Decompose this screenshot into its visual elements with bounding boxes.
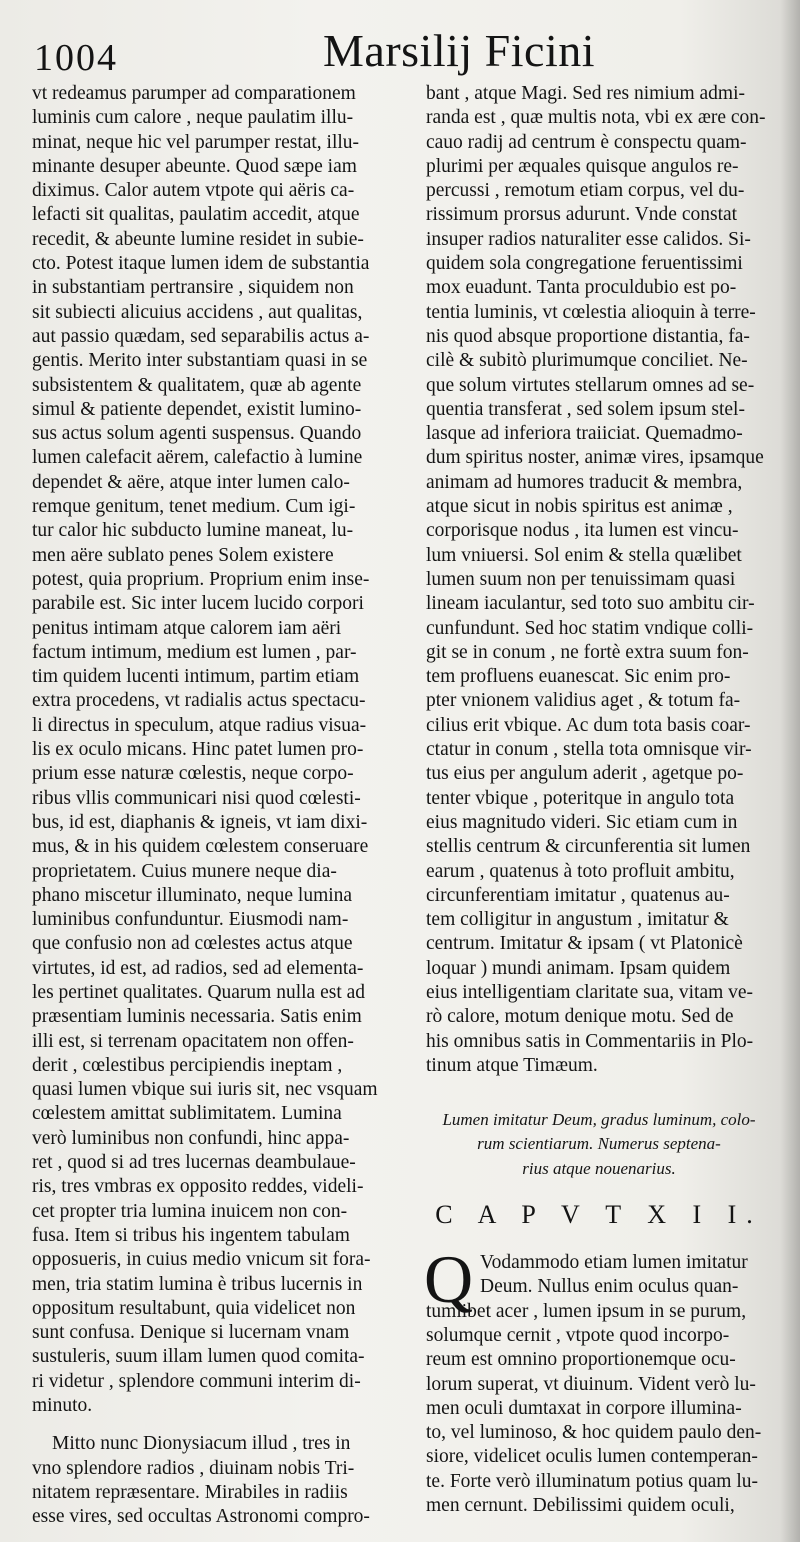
text-line: lumen calefacit aërem, calefactio à lumine [32, 447, 363, 469]
text-line: atque sicut in nobis spiritus est animæ , [426, 496, 733, 518]
text-line: sunt confusa. Denique si lucernam vnam [32, 1322, 350, 1344]
text-line: centrum. Imitatur & ipsam ( vt Platonicè [426, 933, 743, 955]
text-line: opposueris, in cuius medio vnicum sit fora- [32, 1249, 371, 1271]
text-line: his omnibus satis in Commentariis in Plo- [426, 1030, 754, 1052]
left-column [32, 82, 404, 1530]
text-line: mox euadunt. Tanta proculdubio est po- [426, 277, 737, 299]
text-line: corporisque nodus , ita lumen est vincu- [426, 520, 739, 542]
text-line: cet propter tria lumina inuicem non con- [32, 1200, 348, 1222]
text-line: luminis cum calore , neque paulatim illu- [32, 107, 354, 129]
text-line: rius atque nouenarius. [522, 1158, 676, 1178]
page-edge-shadow [780, 0, 800, 1542]
text-line: tim quidem lucenti intimum, partim etiam [32, 666, 360, 688]
text-line: les pertinet qualitates. Quarum nulla est ad [32, 981, 366, 1003]
text-line: te. Forte verò illuminatum potius quam lu- [426, 1470, 758, 1492]
text-line: tentia luminis, vt cœlestia alioquin à terre- [426, 301, 756, 323]
text-line: lineam iaculantur, sed toto suo ambitu cir- [426, 593, 755, 615]
text-line: illi est, si terrenam opacitatem non offen- [32, 1030, 354, 1052]
text-line: men cernunt. Debilissimi quidem oculi, [426, 1495, 735, 1517]
text-line: esse vires, sed occultas Astronomi compro- [32, 1506, 370, 1528]
text-line: percussi , remotum etiam corpus, vel du- [426, 180, 745, 202]
text-line: prium esse naturæ cœlestis, neque corpo- [32, 763, 354, 785]
text-line: minat, neque hic vel parumper restat, illu- [32, 131, 360, 153]
text-line: vt redeamus parumper ad comparationem [32, 83, 356, 104]
text-line: parabile est. Sic inter lucem lucido corpori [32, 593, 364, 615]
text-line: minante desuper abeunte. Quod sæpe iam [32, 155, 357, 177]
text-line: sus actus solum agenti suspensus. Quando [32, 423, 362, 445]
text-line: tenter vbique , poteritque in angulo tota [426, 787, 735, 809]
dropcap: Q [424, 1241, 474, 1318]
text-line: sustuleris, suum illam lumen quod comita- [32, 1346, 365, 1368]
text-line: quasi lumen vbique sui iuris sit, nec vsquam [32, 1079, 378, 1101]
right-column [426, 82, 772, 1518]
text-line: tinum atque Timæum. [426, 1054, 598, 1076]
text-line: stellis centrum & circunferentia sit lumen [426, 836, 751, 858]
page-number: 1004 [34, 37, 118, 79]
text-line: lumen suum non per tenuissimam quasi [426, 568, 736, 590]
text-line: nis quod absque proportione distantia, fa- [426, 325, 750, 347]
text-line: oppositum resultabunt, quia videlicet non [32, 1297, 356, 1319]
text-line: cilius erit vbique. Ac dum tota basis coar- [426, 714, 751, 736]
running-head: Marsilij Ficini [323, 25, 595, 76]
text-line: circunferentiam imitatur , quatenus au- [426, 884, 730, 906]
text-line: rissimum prorsus adurunt. Vnde constat [426, 204, 738, 226]
text-line: lorum superat, vt diuinum. Vident verò lu- [426, 1373, 756, 1395]
text-line: verò luminibus non confundi, hinc appa- [32, 1127, 350, 1149]
text-line: in substantiam pertransire , siquidem non [32, 277, 354, 299]
text-line: tem profluens euanescat. Sic enim pro- [426, 666, 731, 688]
text-line: insuper radios naturaliter esse calidos. Si- [426, 228, 751, 250]
text-line: plurimi per æquales quisque angulos re- [426, 155, 739, 177]
text-line: luminibus confunduntur. Eiusmodi nam- [32, 909, 349, 931]
text-line: men aëre sublato penes Solem existere [32, 544, 334, 566]
text-line: que solum virtutes stellarum omnes ad se- [426, 374, 755, 396]
text-line: cauo radij ad centrum è conspectu quam- [426, 131, 747, 153]
text-line: bus, id est, diaphanis & igneis, vt iam dixi- [32, 811, 368, 833]
text-line: ret , quod si ad tres lucernas deambulaue- [32, 1152, 356, 1174]
text-line: randa est , quæ multis nota, vbi ex ære con- [426, 107, 766, 129]
text-line: Lumen imitatur Deum, gradus luminum, colo- [442, 1110, 756, 1130]
text-line: lum vniuersi. Sol enim & stella quælibet [426, 544, 742, 566]
text-line: bant , atque Magi. Sed res nimium admi- [426, 83, 745, 104]
text-line: tem colligitur in angustum , imitatur & [426, 909, 729, 931]
text-line: que confusio non ad cœlestes actus atque [32, 933, 353, 955]
right-column-body [426, 82, 772, 1078]
text-line: loquar ) mundi animam. Ipsam quidem [426, 957, 731, 979]
text-line: tumlibet acer , lumen ipsum in se purum, [426, 1300, 747, 1322]
text-line: ctatur in conum , stella tota omnisque vir- [426, 739, 752, 761]
text-line: sit subiecti alicuius accidens , aut qualitas, [32, 301, 363, 323]
text-line: men, tria statim lumina è tribus lucernis in [32, 1273, 363, 1295]
text-line: remque genitum, tenet medium. Cum igi- [32, 496, 356, 518]
page-header [28, 14, 772, 84]
text-line: ris, tres vmbras ex opposito reddes, videli- [32, 1176, 364, 1198]
text-line: præsentiam luminis necessaria. Satis enim [32, 1006, 362, 1028]
text-line: rum scientiarum. Numerus septena- [477, 1134, 721, 1154]
text-line: tur calor hic subducto lumine maneat, lu- [32, 520, 354, 542]
chapter-heading: C A P V T X I I. [435, 1200, 763, 1230]
chapter-text [424, 1241, 772, 1518]
text-line: nitatem repræsentare. Mirabiles in radiis [32, 1481, 348, 1503]
text-line: extra procedens, vt radialis actus spectacu- [32, 690, 366, 712]
text-line: dum spiritus noster, animæ vires, ipsamque [426, 447, 764, 469]
text-line: to, vel luminoso, & hoc quidem paulo den- [426, 1422, 762, 1444]
text-line: Vodammodo etiam lumen imitatur [480, 1252, 748, 1274]
text-line: ri videtur , splendore communi interim di- [32, 1370, 361, 1392]
text-line: pter vnionem validius aget , & totum fa- [426, 690, 741, 712]
text-line: virtutes, id est, ad radios, sed ad elementa- [32, 957, 364, 979]
text-line: potest, quia proprium. Proprium enim inse- [32, 568, 370, 590]
chapter-text-body [424, 1241, 772, 1518]
text-line: tus eius per angulum aderit , agetque po- [426, 763, 744, 785]
text-line: phano miscetur illuminato, neque lumina [32, 884, 353, 906]
text-line: li directus in speculum, atque radius visua- [32, 714, 367, 736]
text-line: mus, & in his quidem cœlestem conseruare [32, 836, 369, 858]
text-line: siore, videlicet oculis lumen contemperan- [426, 1446, 758, 1468]
text-line: cilè & subitò plurimumque conciliet. Ne- [426, 350, 748, 372]
text-line: diximus. Calor autem vtpote qui aëris ca- [32, 180, 355, 202]
text-line: men oculi dumtaxat in corpore illumina- [426, 1397, 742, 1419]
section-gap [426, 1078, 772, 1108]
text-line: earum , quatenus à toto profluit ambitu, [426, 860, 735, 882]
text-line: lefacti sit qualitas, paulatim accedit, atque [32, 204, 360, 226]
left-column-final-paragraph [32, 1432, 404, 1529]
text-line: cto. Potest itaque lumen idem de substantia [32, 253, 370, 275]
text-line: lasque ad inferiora traiiciat. Quemadmo- [426, 423, 743, 445]
paragraph-gap [32, 1418, 404, 1432]
text-line: derit , cœlestibus percipiendis ineptam , [32, 1054, 343, 1076]
text-line: cunfundunt. Sed hoc statim vndique colli- [426, 617, 754, 639]
text-line: Deum. Nullus enim oculus quan- [480, 1276, 739, 1298]
text-line: gentis. Merito inter substantiam quasi in se [32, 350, 368, 372]
text-line: git se in conum , ne fortè extra suum fon- [426, 641, 749, 663]
text-line: Mitto nunc Dionysiacum illud , tres in [52, 1433, 351, 1455]
text-line: cœlestem amittat sublimitatem. Lumina [32, 1103, 342, 1125]
text-line: rò calore, motum denique motu. Sed de [426, 1006, 734, 1028]
text-line: factum intimum, medium est lumen , par- [32, 641, 357, 663]
text-line: solumque cernit , vtpote quod incorpo- [426, 1324, 730, 1346]
text-line: dependet & aëre, atque inter lumen calo- [32, 471, 350, 493]
text-line: subsistentem & qualitatem, quæ ab agente [32, 374, 362, 396]
text-line: proprietatem. Cuius munere neque dia- [32, 860, 337, 882]
text-line: aut passio quædam, sed separabilis actus a- [32, 325, 370, 347]
chapter-summary [426, 1108, 772, 1181]
text-line: fusa. Item si tribus his ingentem tabulam [32, 1224, 350, 1246]
left-column-body [32, 82, 404, 1418]
text-line: penitus intimam atque calorem iam aëri [32, 617, 342, 639]
text-line: simul & patiente dependet, existit lumino- [32, 398, 362, 420]
text-line: eius magnitudo videri. Sic etiam cum in [426, 811, 738, 833]
text-line: reum est omnino proportionemque ocu- [426, 1349, 736, 1371]
text-line: lis ex oculo micans. Hinc patet lumen pro- [32, 739, 364, 761]
text-line: quentia transferat , sed solem ipsum stel- [426, 398, 745, 420]
text-line: eius intelligentiam claritate sua, vitam ve- [426, 981, 754, 1003]
text-line: ribus vllis communicari nisi quod cœlesti- [32, 787, 361, 809]
text-line: minuto. [32, 1395, 93, 1417]
text-line: vno splendore radios , diuinam nobis Tri- [32, 1457, 355, 1479]
text-line: recedit, & abeunte lumine residet in subie- [32, 228, 364, 250]
text-line: quidem sola congregatione feruentissimi [426, 253, 743, 275]
text-line: animam ad humores traducit & membra, [426, 471, 743, 493]
